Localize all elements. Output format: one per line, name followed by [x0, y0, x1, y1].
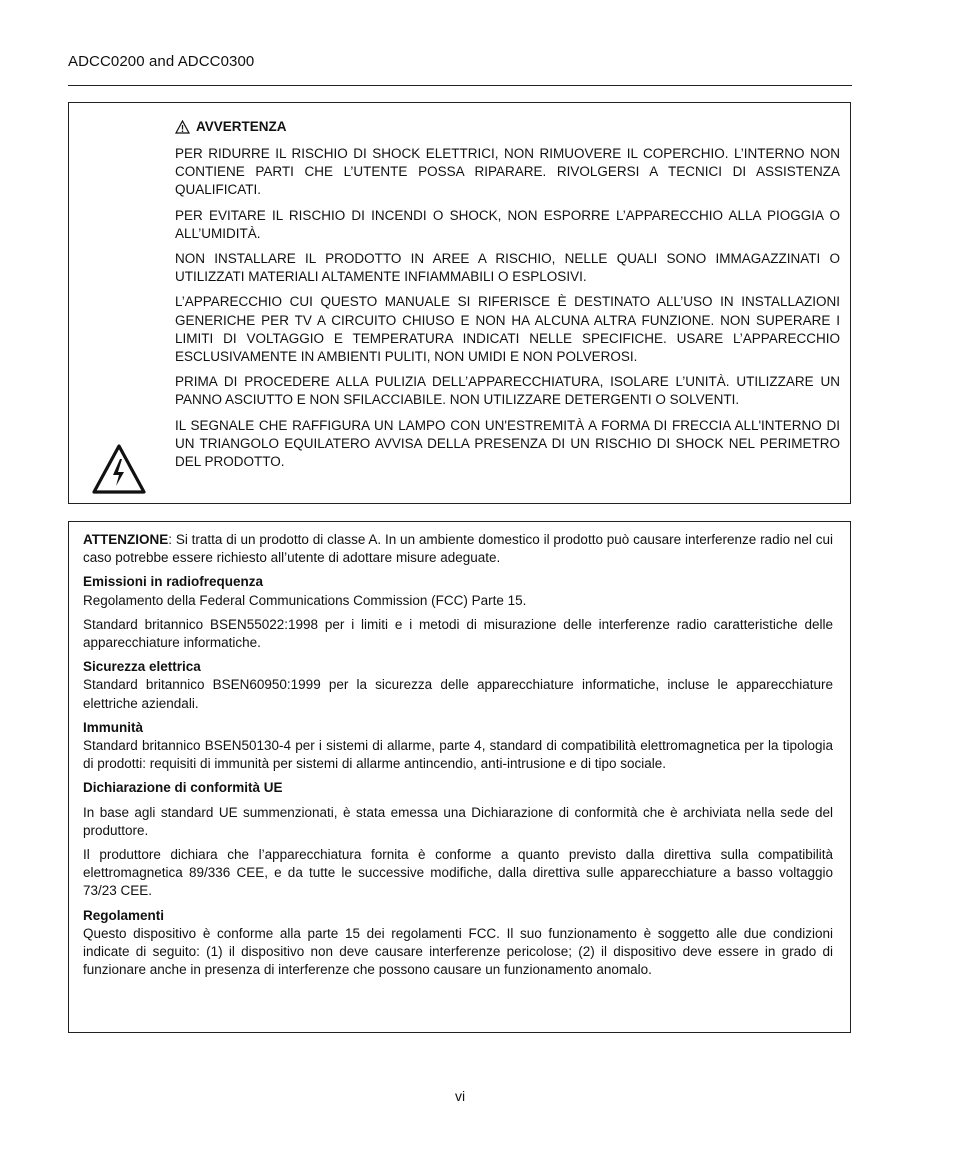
warning-heading-label: AVVERTENZA [196, 119, 287, 134]
warning-paragraph: PER RIDURRE IL RISCHIO DI SHOCK ELETTRICI, NON RIMUOVERE IL COPERCHIO. L’INTERNO NON CONTIENE PARTI CHE L’UTENTE POSSA RIPARARE. RIVOLGERSI A TECNICI DI ASSISTENZA QUALIFICATI. [175, 146, 840, 198]
header-divider [68, 85, 852, 86]
ue-paragraph-1: In base agli standard UE summenzionati, è stata emessa una Dichiarazione di conformità che è archiviata nella sede del produttore. [83, 804, 833, 838]
compliance-notice-box [68, 521, 851, 1033]
attention-text: : Si tratta di un prodotto di classe A. In un ambiente domestico il prodotto può causare interferenze radio nel cui caso potrebbe essere richiesto all’utente di adottare misure adeguate. [83, 532, 833, 566]
page-number: vi [454, 1088, 466, 1104]
warning-paragraph: L’APPARECCHIO CUI QUESTO MANUALE SI RIFERISCE È DESTINATO ALL’USO IN INSTALLAZIONI GENERICHE PER TV A CIRCUITO CHIUSO E NON HA ALCUNA ALTRA FUNZIONE. NON SUPERARE I LIMITI DI VOLTAGGIO E TEMPERATURA INDICATI NELLE SPECIFICHE. USARE L’APPARECCHIO ESCLUSIVAMENTE IN AMBIENTI PULITI, NON UMIDI E NON POLVEROSI. [175, 294, 840, 365]
warning-heading [175, 119, 287, 134]
rf-paragraph-2: Standard britannico BSEN55022:1998 per i limiti e i metodi di misurazione delle interferenze radio caratteristiche delle apparecchiature informatiche. [83, 616, 833, 651]
lightning-triangle-icon [91, 443, 147, 495]
warning-paragraph: PER EVITARE IL RISCHIO DI INCENDI O SHOCK, NON ESPORRE L’APPARECCHIO ALLA PIOGGIA O ALL’UMIDITÀ. [175, 207, 840, 241]
regs-section [83, 907, 833, 980]
warning-box [68, 102, 851, 504]
safety-title: Sicurezza elettrica [83, 659, 201, 675]
immunity-title: Immunità [83, 719, 144, 735]
rf-section [83, 573, 833, 609]
page-header-title: ADCC0200 and ADCC0300 [68, 53, 255, 70]
rf-text: Regolamento della Federal Communications Commission (FCC) Parte 15. [83, 592, 527, 608]
warning-paragraph: IL SEGNALE CHE RAFFIGURA UN LAMPO CON UN'ESTREMITÀ A FORMA DI FRECCIA ALL'INTERNO DI UN TRIANGOLO EQUILATERO AVVISA DELLA PRESENZA DI UN RISCHIO DI SHOCK NEL PERIMETRO DEL PRODOTTO. [175, 417, 840, 470]
immunity-text: Standard britannico BSEN50130-4 per i sistemi di allarme, parte 4, standard di compatibilità elettromagnetica per la tipologia di prodotti: requisiti di immunità per sistemi di allarme antincendio, anti-intrusione e di tipo sociale. [83, 738, 833, 772]
regs-title: Regolamenti [83, 907, 165, 923]
safety-section [83, 658, 833, 713]
immunity-section [83, 719, 833, 774]
attention-label: ATTENZIONE [83, 532, 169, 547]
ue-paragraph-2: Il produttore dichiara che l’apparecchiatura fornita è conforme a quanto previsto dalla direttiva sulla compatibilità elettromagnetica 89/336 CEE, e da tutte le successive modifiche, dalla direttiva sulle apparecchiature a basso voltaggio 73/23 CEE. [83, 847, 833, 899]
warning-paragraph: PRIMA DI PROCEDERE ALLA PULIZIA DELL’APPARECCHIATURA, ISOLARE L’UNITÀ. UTILIZZARE UN PANNO ASCIUTTO E NON SFILACCIABILE. NON UTILIZZARE DETERGENTI O SOLVENTI. [175, 374, 840, 408]
regs-text: Questo dispositivo è conforme alla parte 15 dei regolamenti FCC. Il suo funzionamento è soggetto alle due condizioni indicate di seguito: (1) il dispositivo non deve causare interferenze pericolose; (2) il dispositivo deve essere in grado di funzionare anche in presenza di interferenze che possono causare un funzionamento anomalo. [83, 925, 833, 978]
warning-triangle-icon [175, 120, 190, 134]
warning-paragraph: NON INSTALLARE IL PRODOTTO IN AREE A RISCHIO, NELLE QUALI SONO IMMAGAZZINATI O UTILIZZATI MATERIALI ALTAMENTE INFIAMMABILI O ESPLOSIVI. [175, 251, 840, 285]
attention-paragraph [83, 531, 833, 567]
ue-title: Dichiarazione di conformità UE [83, 780, 283, 796]
safety-text: Standard britannico BSEN60950:1999 per la sicurezza delle apparecchiature informatiche, incluse le apparecchiature elettriche aziendali. [83, 677, 833, 711]
ue-section [83, 779, 833, 797]
warning-paragraphs [175, 145, 840, 478]
compliance-content [83, 531, 833, 985]
rf-title: Emissioni in radiofrequenza [83, 574, 264, 590]
